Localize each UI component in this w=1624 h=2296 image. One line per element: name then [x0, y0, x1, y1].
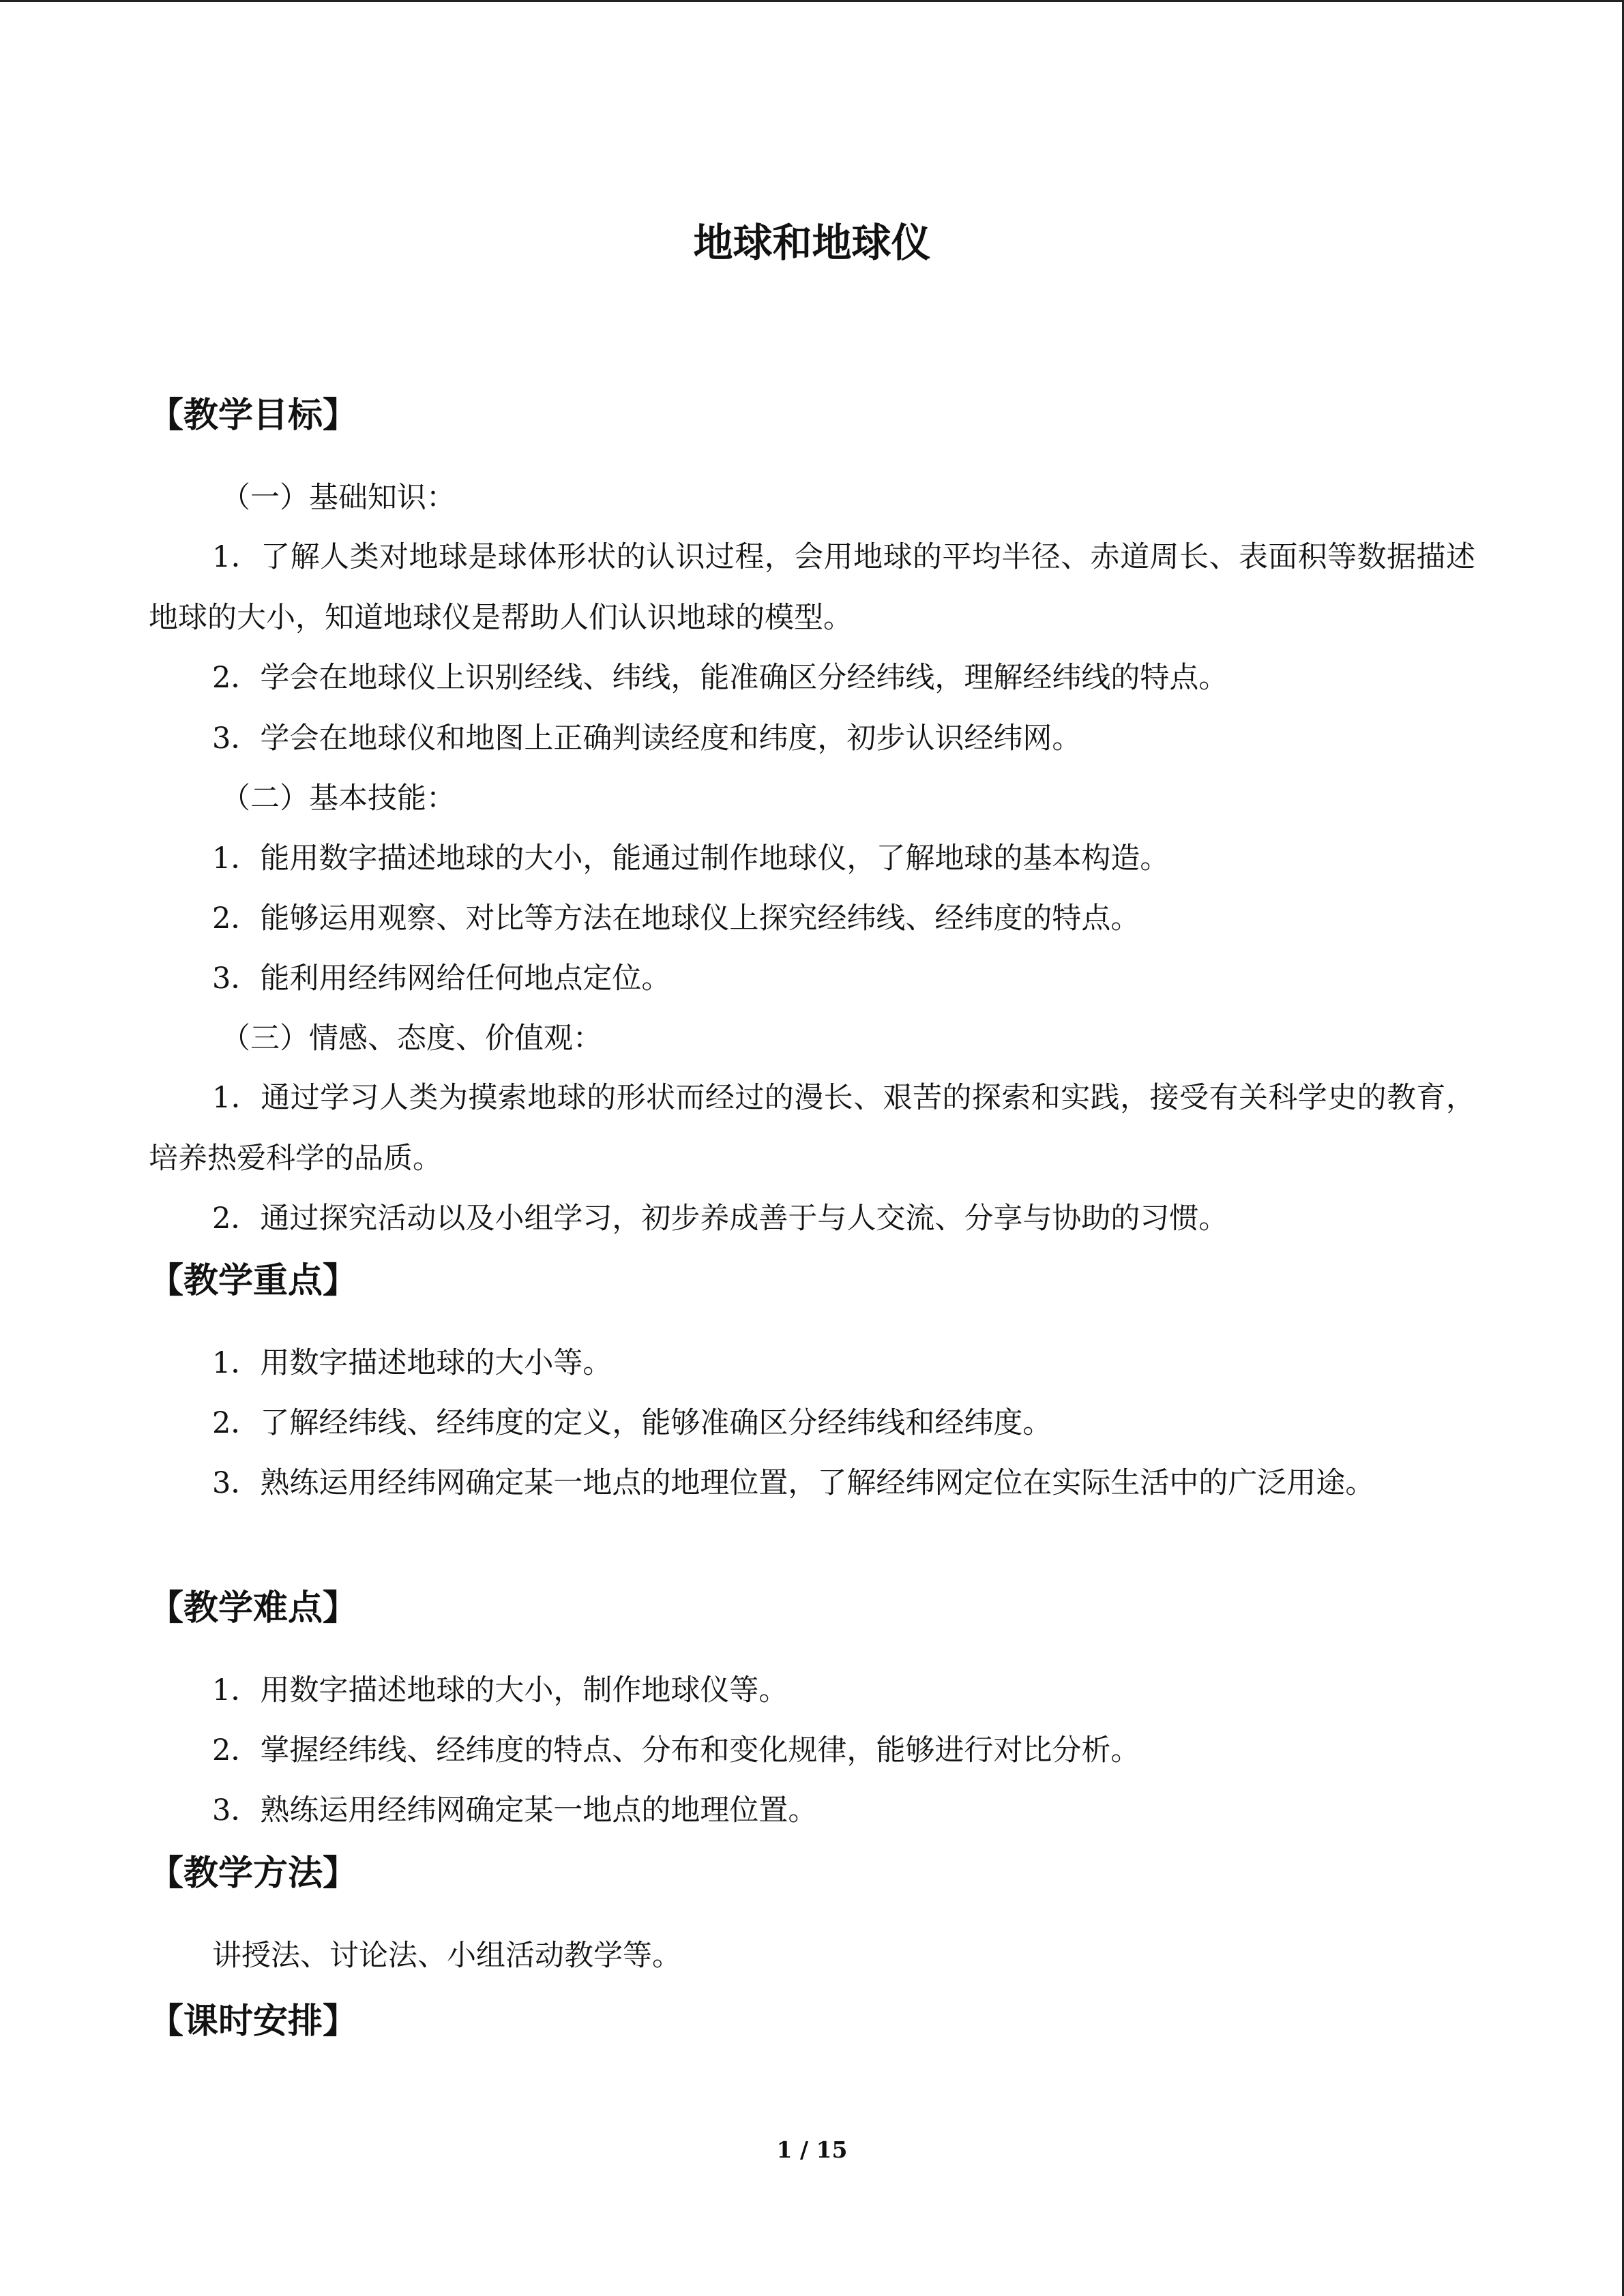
objectives-basic-skills-label: （二）基本技能： — [221, 781, 456, 816]
key-points-item-2: 2．了解经纬线、经纬度的定义，能够准确区分经纬线和经纬度。 — [212, 1406, 1052, 1440]
objectives-basic-skills-item-2: 2．能够运用观察、对比等方法在地球仪上探究经纬线、经纬度的特点。 — [212, 901, 1140, 936]
heading-key-points: 【教学重点】 — [149, 1261, 358, 1301]
difficulties-item-2: 2．掌握经纬线、经纬度的特点、分布和变化规律，能够进行对比分析。 — [212, 1733, 1140, 1768]
heading-schedule: 【课时安排】 — [149, 2001, 358, 2042]
objectives-attitudes-item-2: 2．通过探究活动以及小组学习，初步养成善于与人交流、分享与协助的习惯。 — [212, 1202, 1228, 1236]
difficulties-item-1: 1．用数字描述地球的大小，制作地球仪等。 — [212, 1673, 788, 1708]
objectives-basic-skills-item-3: 3．能利用经纬网给任何地点定位。 — [212, 961, 671, 996]
heading-methods: 【教学方法】 — [149, 1853, 358, 1894]
objectives-basic-knowledge-item-3: 3．学会在地球仪和地图上正确判读经度和纬度，初步认识经纬网。 — [212, 721, 1082, 756]
page-number: 1 / 15 — [776, 2136, 848, 2163]
heading-objectives: 【教学目标】 — [149, 396, 358, 436]
objectives-basic-skills-item-1: 1．能用数字描述地球的大小，能通过制作地球仪，了解地球的基本构造。 — [212, 841, 1170, 876]
key-points-item-1: 1．用数字描述地球的大小等。 — [212, 1346, 612, 1380]
objectives-basic-knowledge-item-1: 1．了解人类对地球是球体形状的认识过程，会用地球的平均半径、赤道周长、表面积等数据描述地球的大小，知道地球仪是帮助人们认识地球的模型。 — [149, 540, 1475, 635]
document-title: 地球和地球仪 — [693, 220, 931, 266]
key-points-item-3: 3．熟练运用经纬网确定某一地点的地理位置，了解经纬网定位在实际生活中的广泛用途。 — [212, 1466, 1375, 1500]
objectives-attitudes-item-1: 1．通过学习人类为摸索地球的形状而经过的漫长、艰苦的探索和实践，接受有关科学史的教育，培养热爱科学的品质。 — [149, 1081, 1475, 1176]
objectives-basic-knowledge-label: （一）基础知识： — [221, 481, 456, 515]
objectives-basic-knowledge-item-2: 2．学会在地球仪上识别经线、纬线，能准确区分经纬线，理解经纬线的特点。 — [212, 661, 1228, 695]
heading-difficulties: 【教学难点】 — [149, 1588, 358, 1628]
methods-text: 讲授法、讨论法、小组活动教学等。 — [212, 1939, 681, 1973]
objectives-attitudes-label: （三）情感、态度、价值观： — [221, 1022, 602, 1056]
difficulties-item-3: 3．熟练运用经纬网确定某一地点的地理位置。 — [212, 1793, 818, 1828]
